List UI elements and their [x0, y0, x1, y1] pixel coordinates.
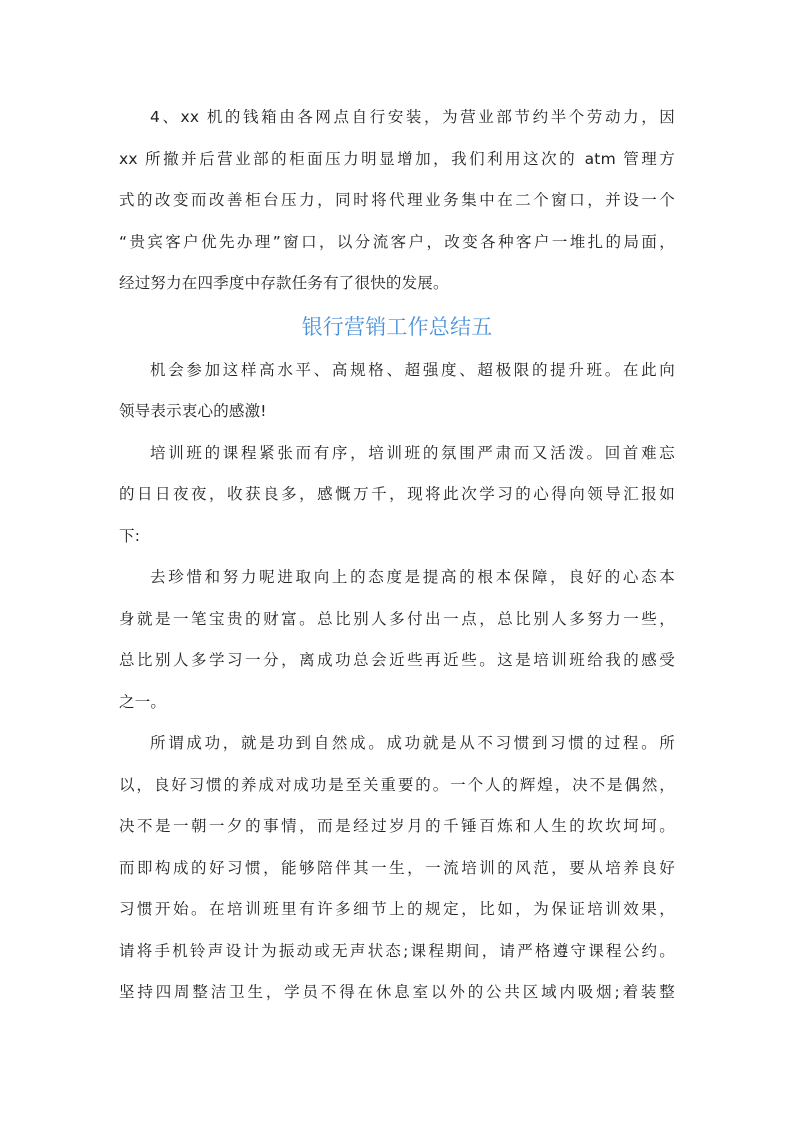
text-line: 领导表示衷心的感激! [119, 402, 267, 420]
paragraph-1 [119, 350, 675, 433]
text-line: 式的改变而改善柜台压力，同时将代理业务集中在二个窗口，并设一个 [119, 191, 675, 209]
text-line: 坚持四周整洁卫生，学员不得在休息室以外的公共区域内吸烟;着装整 [119, 983, 675, 1001]
text-line: 所谓成功，就是功到自然成。成功就是从不习惯到习惯的过程。所 [150, 734, 675, 752]
text-line: 习惯开始。在培训班里有许多细节上的规定，比如，为保证培训效果， [119, 900, 675, 918]
text-line: 决不是一朝一夕的事情，而是经过岁月的千锤百炼和人生的坎坎坷坷。 [119, 817, 675, 835]
text-line: 请将手机铃声设计为振动或无声状态;课程期间，请严格遵守课程公约。 [119, 941, 675, 960]
text-line: 经过努力在四季度中存款任务有了很快的发展。 [119, 274, 449, 292]
text-line: xx 所撤并后营业部的柜面压力明显增加，我们利用这次的 atm 管理方 [119, 149, 675, 168]
text-line: 身就是一笔宝贵的财富。总比别人多付出一点，总比别人多努力一些， [119, 609, 675, 628]
text-line: 而即构成的好习惯，能够陪伴其一生，一流培训的风范，要从培养良好 [119, 858, 675, 877]
paragraph-2 [119, 433, 675, 558]
paragraph-3 [119, 557, 675, 723]
text-line: 机会参加这样高水平、高规格、超强度、超极限的提升班。在此向 [150, 360, 675, 379]
section-heading: 银行营销工作总结五 [301, 314, 493, 339]
text-line: 的日日夜夜，收获良多，感慨万千，现将此次学习的心得向领导汇报如 [119, 485, 675, 503]
text-line: 以，良好习惯的养成对成功是至关重要的。一个人的辉煌，决不是偶然， [119, 775, 675, 794]
text-line: 去珍惜和努力呢进取向上的态度是提高的根本保障，良好的心态本 [150, 568, 675, 586]
text-line: 总比别人多学习一分，离成功总会近些再近些。这是培训班给我的感受 [119, 651, 675, 669]
document-body [119, 97, 675, 1014]
text-line: 之一。 [119, 692, 167, 711]
text-line: 4、xx 机的钱箱由各网点自行安装，为营业部节约半个劳动力，因 [150, 108, 675, 126]
text-line: 下: [119, 526, 141, 545]
text-line: “贵宾客户优先办理”窗口，以分流客户，改变各种客户一堆扎的局面， [119, 232, 675, 251]
paragraph-4 [119, 723, 675, 1014]
text-line: 培训班的课程紧张而有序，培训班的氛围严肃而又活泼。回首难忘 [150, 443, 675, 462]
paragraph-section-4 [119, 97, 675, 305]
